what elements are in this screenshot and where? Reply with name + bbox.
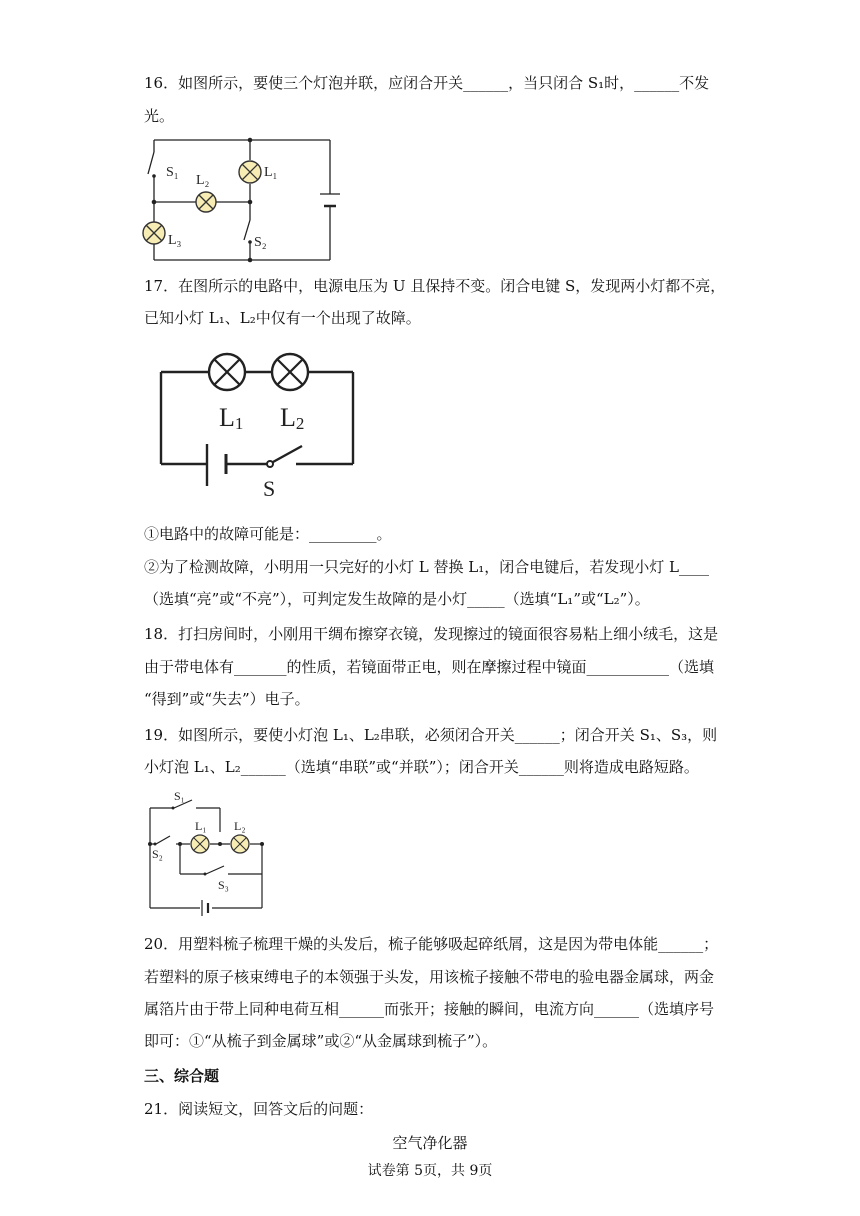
q16-line1: 16．如图所示，要使三个灯泡并联，应闭合开关______，当只闭合 S₁时，______不发 [144,74,710,92]
label-l1: L1 [219,403,244,433]
bulb-l2-icon [231,835,249,853]
q21-line1: 21．阅读短文，回答文后的问题： [144,1100,374,1118]
label-s1: S₁ [174,789,185,803]
label-s3: S₃ [218,878,229,892]
label-l1: L₁ [195,819,207,833]
q17-sub1: ①电路中的故障可能是：_________。 [144,525,392,543]
q17-line1: 17．在图所示的电路中，电源电压为 U 且保持不变。闭合电键 S，发现两小灯都不亮， [144,277,726,295]
label-l3: L₃ [168,233,182,248]
q17-circuit-diagram [155,352,360,500]
bulb-l1-icon [239,161,261,183]
q17-sub2-line1: ②为了检测故障，小明用一只完好的小灯 L 替换 L₁，闭合电键后，若发现小灯 L____ [144,558,709,576]
q19-line2: 小灯泡 L₁、L₂______（选填“串联”或“并联”）；闭合开关______则将造成电路短路。 [144,758,699,776]
q18-line1: 18．打扫房间时，小刚用干绸布擦穿衣镜，发现擦过的镜面很容易粘上细小绒毛，这是 [144,625,719,643]
q17-sub2-line2: （选填“亮”或“不亮”），可判定发生故障的是小灯_____（选填“L₁”或“L₂”）。 [144,590,650,608]
label-l2: L₂ [234,819,246,833]
page-footer: 试卷第 5页，共 9页 [367,1163,493,1179]
q19-line1: 19．如图所示，要使小灯泡 L₁、L₂串联，必须闭合开关______；闭合开关 S₁、S₃，则 [144,726,718,744]
bulb-l3-icon [143,222,165,244]
bulb-l1-icon [191,835,209,853]
bulb-l2-icon [196,192,216,212]
article-title: 空气净化器 [392,1134,468,1152]
section-heading: 三、综合题 [144,1067,220,1085]
label-l2: L₂ [196,173,210,188]
q20-line3: 属箔片由于带上同种电荷互相______而张开；接触的瞬间，电流方向______（选填序号 [144,1000,715,1018]
q20-line2: 若塑料的原子核束缚电子的本领强于头发，用该梳子接触不带电的验电器金属球，两金 [144,968,715,986]
q19-circuit-diagram [140,788,270,916]
q16-line2: 光。 [144,107,175,125]
q20-line1: 20．用塑料梳子梳理干燥的头发后，梳子能够吸起碎纸屑，这是因为带电体能______； [144,935,719,953]
q16-circuit-diagram [140,132,340,266]
q18-line2: 由于带电体有_______的性质，若镜面带正电，则在摩擦过程中镜面___________（选填 [144,658,715,676]
label-l2: L2 [280,403,305,433]
label-s: S [263,476,276,501]
bulb-l2-icon [272,354,308,390]
label-l1: L₁ [264,165,278,180]
bulb-l1-icon [209,354,245,390]
q18-line3: “得到”或“失去”）电子。 [144,690,310,708]
q20-line4: 即可：①“从梳子到金属球”或②“从金属球到梳子”）。 [144,1032,498,1050]
q17-line2: 已知小灯 L₁、L₂中仅有一个出现了故障。 [144,309,421,327]
label-s2: S₂ [152,847,163,861]
label-s2: S₂ [254,235,267,250]
label-s1: S₁ [166,165,179,180]
